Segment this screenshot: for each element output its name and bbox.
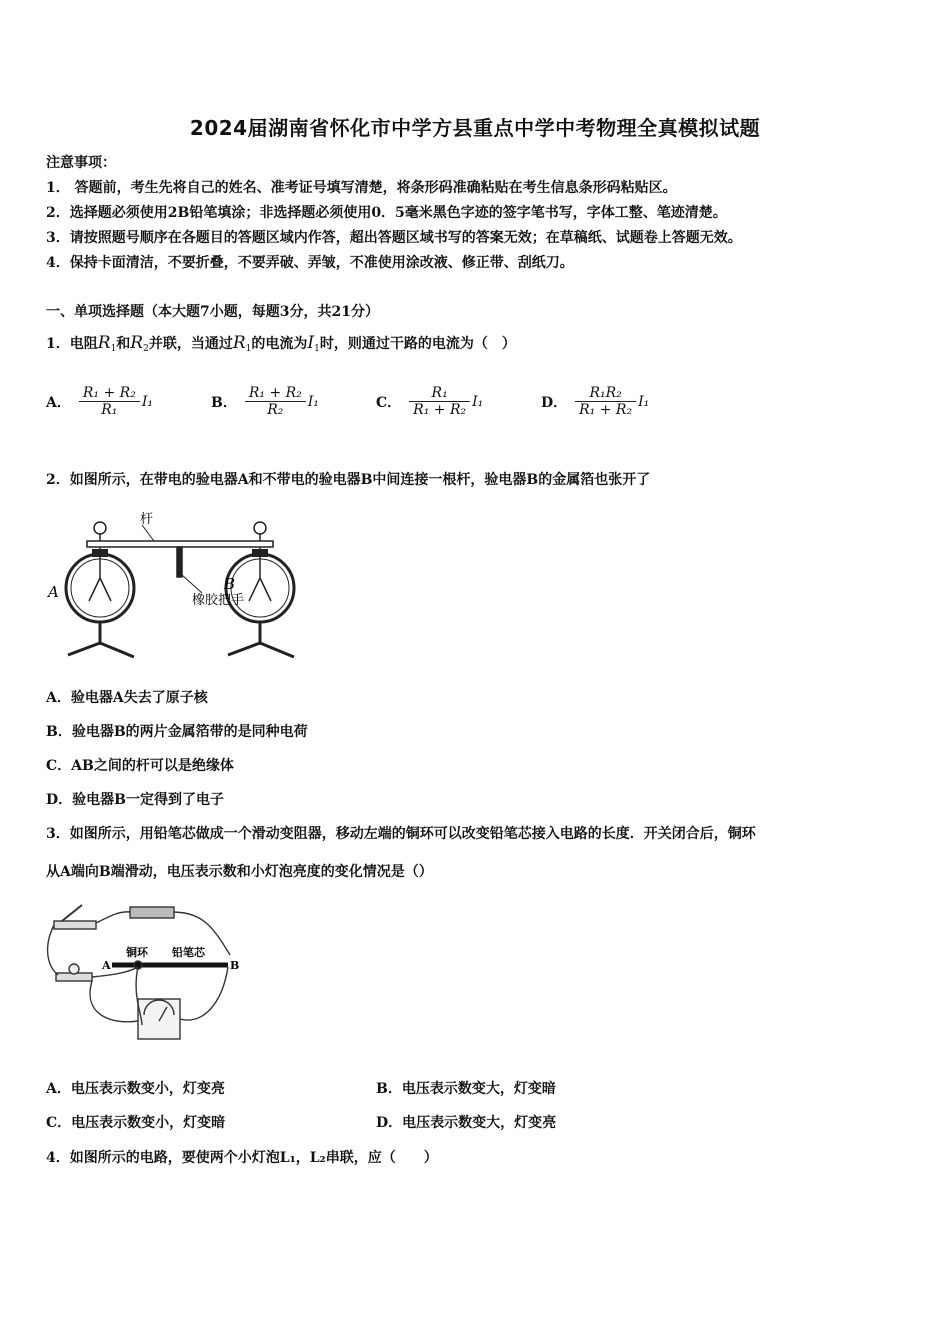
question-3-stem: 3．如图所示，用铅笔芯做成一个滑动变阻器，移动左端的铜环可以改变铅笔芯接入电路的长度．开关闭合后，铜环 (46, 826, 756, 842)
electroscope-a-ball (94, 522, 106, 534)
q1-text: 的电流为 (251, 336, 308, 352)
q2-option-c[interactable]: C．AB之间的杆可以是绝缘体 (46, 758, 234, 774)
connecting-rod (87, 541, 273, 547)
label-b: B (230, 959, 240, 972)
q1-text: 1．电阻 (46, 336, 98, 352)
label-a: A (102, 959, 111, 972)
q1-option-d[interactable]: D． $\frac{\text{R₁R₂}}{\text{R₁ + R₂}}$ I₁ (541, 385, 650, 418)
notice-item: 4．保持卡面清洁，不要折叠，不要弄破、弄皱，不准使用涂改液、修正带、刮纸刀。 (46, 255, 574, 271)
r2-symbol: $R_2$ (130, 333, 149, 354)
electroscope-b-ball (254, 522, 266, 534)
q1-text: 并联，当通过 (148, 336, 233, 352)
section-heading: 一、单项选择题（本大题7小题，每题3分，共21分） (46, 304, 379, 320)
voltmeter (138, 999, 180, 1039)
pencil-lead-label: 铅笔芯 (172, 946, 205, 959)
rubber-handle (177, 547, 182, 577)
battery (130, 907, 174, 918)
r1-symbol: $R_1$ (97, 333, 117, 354)
i1-symbol: $I_1$ (307, 333, 320, 354)
fraction: $\frac{\text{R₁}}{\text{R₁ + R₂}}$ (409, 385, 470, 418)
lamp (69, 964, 79, 974)
q1-option-c[interactable]: C． $\frac{\text{R₁}}{\text{R₁ + R₂}}$ I₁ (376, 385, 484, 418)
question-1-stem (46, 333, 516, 354)
page-title: 2024届湖南省怀化市中学方县重点中学中考物理全真模拟试题 (189, 116, 761, 140)
fraction: $\frac{\text{R₁R₂}}{\text{R₁ + R₂}}$ (575, 385, 636, 418)
q2-option-d[interactable]: D．验电器B一定得到了电子 (46, 792, 224, 808)
label-a: A (48, 583, 59, 601)
notice-item: 1． 答题前，考生先将自己的姓名、准考证号填写清楚，将条形码准确粘贴在考生信息条形码粘贴区。 (46, 180, 677, 196)
switch (54, 921, 96, 929)
fraction: $\frac{\text{R₁ + R₂}}{\text{R₁}}$ (79, 385, 140, 418)
copper-ring-label: 铜环 (126, 946, 148, 959)
pencil-circuit-figure (42, 895, 242, 1055)
q1-text: 时，则通过干路的电流为（ ） (319, 336, 516, 352)
electroscope-figure (42, 505, 307, 670)
handle-label: 橡胶把手 (192, 593, 245, 608)
q3-option-b[interactable]: B．电压表示数变大，灯变暗 (376, 1081, 556, 1097)
q3-option-c[interactable]: C．电压表示数变小，灯变暗 (46, 1115, 226, 1131)
notice-heading: 注意事项： (46, 155, 116, 171)
question-4-stem: 4．如图所示的电路，要使两个小灯泡L₁，L₂串联，应（ ） (46, 1150, 438, 1166)
r1-symbol: $R_1$ (232, 333, 252, 354)
q2-option-a[interactable]: A．验电器A失去了原子核 (46, 690, 208, 706)
rod-label: 杆 (140, 512, 154, 527)
q3-option-d[interactable]: D．电压表示数变大，灯变亮 (376, 1115, 557, 1131)
q3-option-a[interactable]: A．电压表示数变小，灯变亮 (46, 1081, 225, 1097)
q2-option-b[interactable]: B．验电器B的两片金属箔带的是同种电荷 (46, 724, 308, 740)
question-2-stem: 2．如图所示，在带电的验电器A和不带电的验电器B中间连接一根杆，验电器B的金属箔也张开了 (46, 472, 651, 488)
q1-option-a[interactable]: A． $\frac{\text{R₁ + R₂}}{\text{R₁}}$ I₁ (46, 385, 153, 418)
label-b: B (224, 575, 236, 593)
question-3-stem-cont: 从A端向B端滑动，电压表示数和小灯泡亮度的变化情况是（） (46, 864, 433, 880)
notice-item: 2．选择题必须使用2B铅笔填涂；非选择题必须使用0．5毫米黑色字迹的签字笔书写，字体工整、笔迹清楚。 (46, 205, 727, 221)
q1-text: 和 (116, 336, 131, 352)
notice-item: 3．请按照题号顺序在各题目的答题区域内作答，超出答题区域书写的答案无效；在草稿纸、试题卷上答题无效。 (46, 230, 742, 246)
fraction: $\frac{\text{R₁ + R₂}}{\text{R₂}}$ (245, 385, 306, 418)
q1-option-b[interactable]: B． $\frac{\text{R₁ + R₂}}{\text{R₂}}$ I₁ (211, 385, 319, 418)
